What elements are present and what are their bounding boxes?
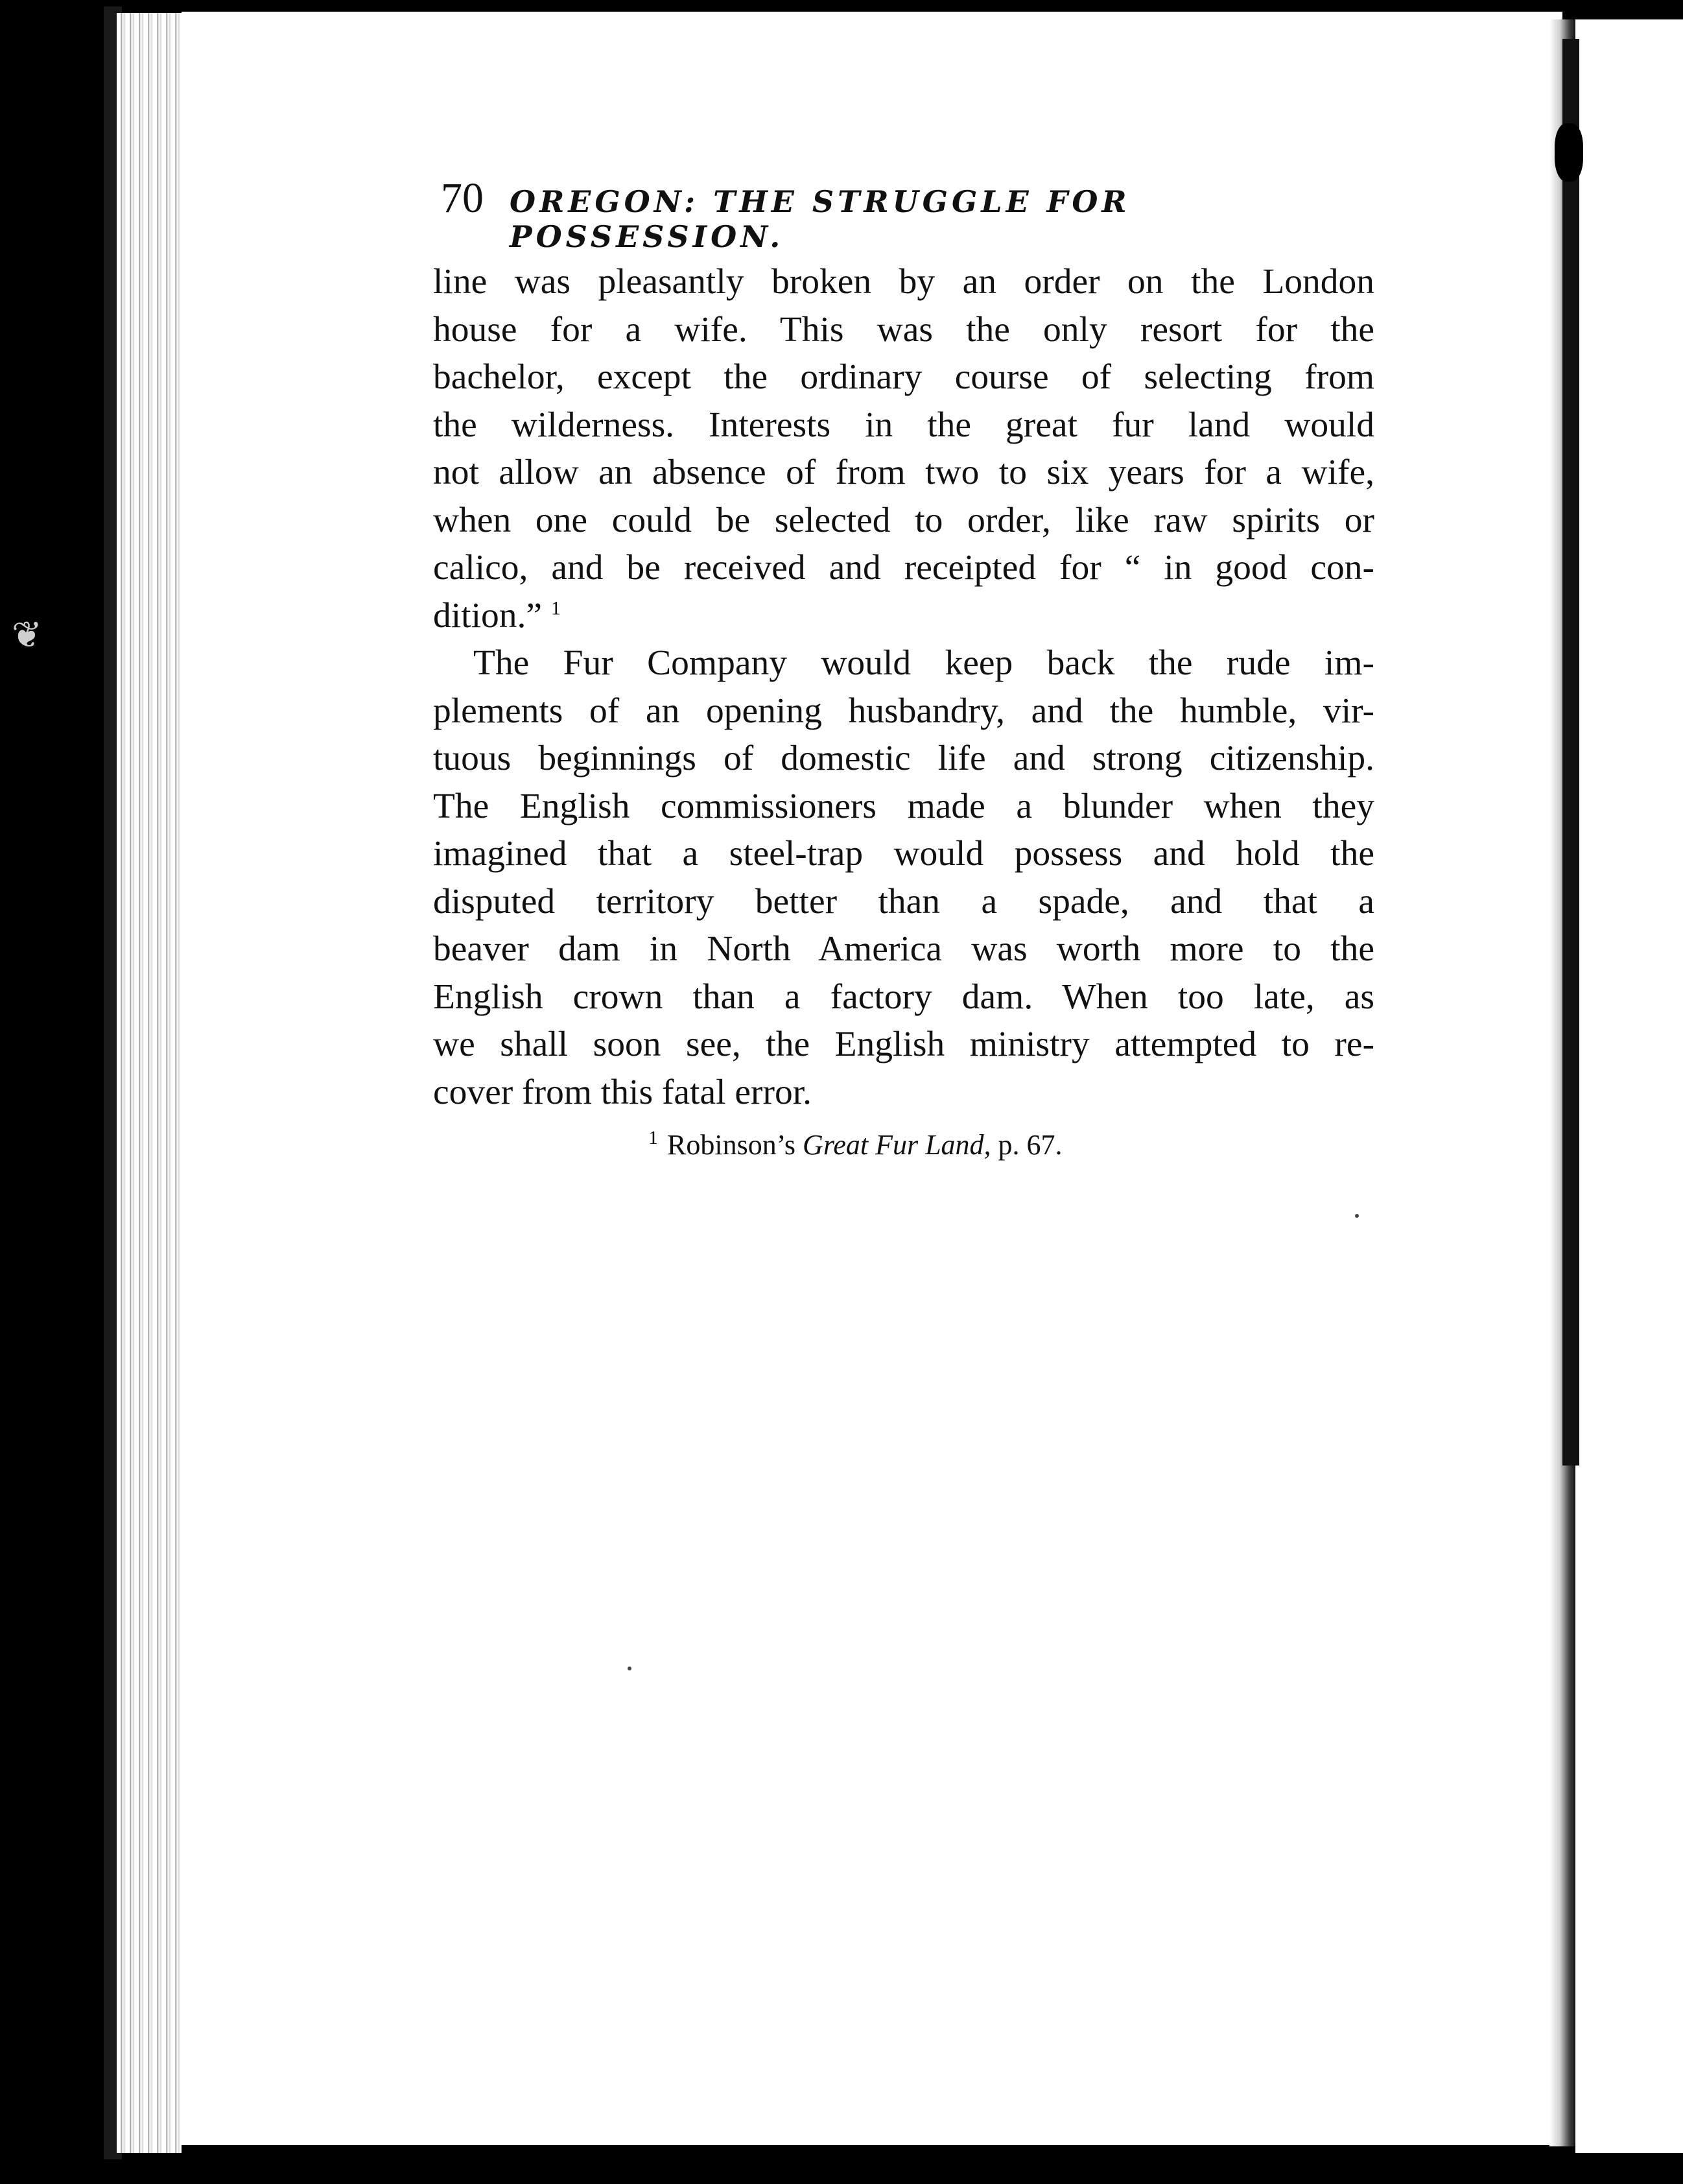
- ink-blot: [1555, 123, 1583, 182]
- paper-speck: [628, 1667, 631, 1670]
- footnote-reference: 1: [550, 597, 561, 619]
- book-page-edges: [117, 13, 182, 2153]
- footnote-marker: 1: [648, 1127, 658, 1149]
- footnote-title: Great Fur Land,: [803, 1129, 991, 1161]
- text-line: plements of an opening husbandry, and the humble, vir-: [433, 691, 1374, 731]
- paragraph-1: [433, 258, 1374, 639]
- text-line: tuous beginnings of domestic life and strong citizenship.: [433, 739, 1374, 778]
- text-line: when one could be selected to order, like raw spirits or: [433, 500, 1374, 540]
- facing-page: [1575, 19, 1683, 2153]
- text-line: house for a wife. This was the only resort for the: [433, 309, 1374, 350]
- paper-speck: [1355, 1214, 1359, 1218]
- footnote-author: Robinson’s: [667, 1129, 796, 1161]
- text-line: calico, and be received and receipted for “ in good con-: [433, 548, 1374, 588]
- text-line: line was pleasantly broken by an order on the London: [433, 262, 1374, 302]
- text-line: we shall soon see, the English ministry attempted to re-: [433, 1025, 1374, 1064]
- text-line: disputed territory better than a spade, and that a: [433, 881, 1374, 921]
- text-line: cover from this fatal error.: [433, 1072, 812, 1112]
- text-line: The Fur Company would keep back the rude im-: [473, 643, 1374, 683]
- paragraph-2: [433, 639, 1374, 687]
- text-line: The English commissioners made a blunder when they: [433, 786, 1374, 826]
- margin-ornament-icon: ❦: [12, 615, 42, 656]
- text-line: English crown than a factory dam. When too late, as: [433, 977, 1374, 1017]
- running-head: [441, 174, 1329, 254]
- footnote: [648, 1128, 1232, 1161]
- text-line-last: [433, 592, 1374, 640]
- text-line: imagined that a steel-trap would possess and hold the: [433, 834, 1374, 873]
- facing-page-shadow: [1562, 39, 1579, 1466]
- body-text: [433, 258, 1374, 1116]
- text-line: beaver dam in North America was worth more to the: [433, 929, 1374, 969]
- running-title: OREGON: THE STRUGGLE FOR POSSESSION.: [510, 184, 1131, 254]
- text-line: dition.”: [433, 595, 543, 635]
- text-line: the wilderness. Interests in the great fur land would: [433, 405, 1374, 445]
- footnote-page: p. 67.: [998, 1129, 1063, 1161]
- text-line: not allow an absence of from two to six years for a wife,: [433, 453, 1374, 492]
- page-number: 70: [441, 174, 484, 222]
- paragraph-2-continued: [433, 687, 1374, 1117]
- text-line: bachelor, except the ordinary course of selecting from: [433, 357, 1374, 397]
